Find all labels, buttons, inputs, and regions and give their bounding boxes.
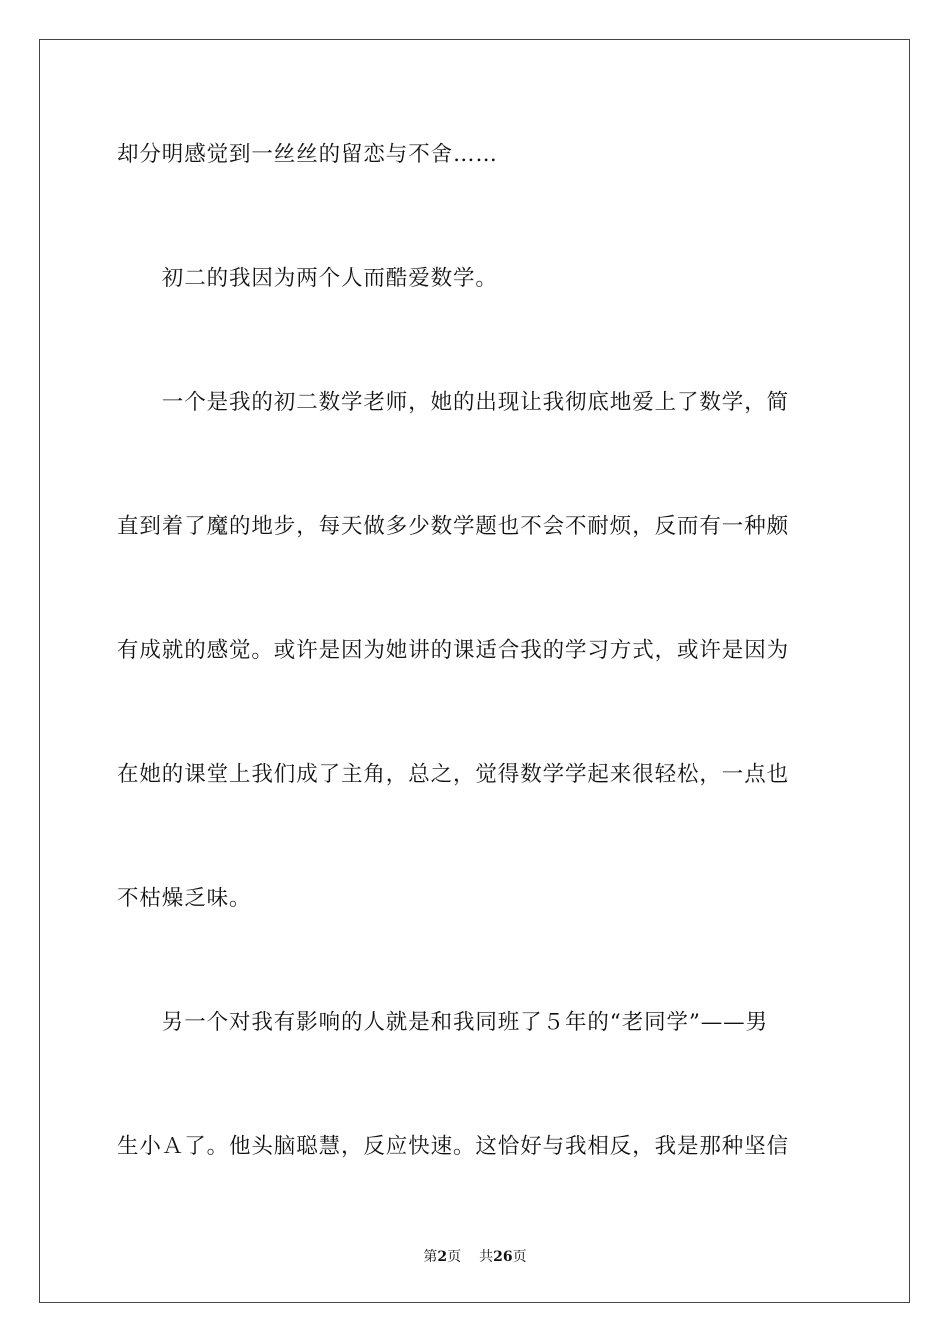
page-border — [39, 39, 910, 1303]
total-suffix: 页 — [512, 1249, 527, 1265]
text-line-8: 另一个对我有影响的人就是和我同班了５年的“老同学”——男 — [117, 1010, 768, 1035]
text-line-7: 不枯燥乏味。 — [117, 886, 252, 911]
text-line-6: 在她的课堂上我们成了主角，总之，觉得数学学起来很轻松，一点也 — [117, 762, 790, 787]
total-prefix: 共 — [479, 1249, 494, 1265]
page-footer — [0, 1248, 950, 1266]
page-prefix: 第 — [423, 1249, 438, 1265]
text-line-9: 生小Ａ了。他头脑聪慧，反应快速。这恰好与我相反，我是那种坚信 — [117, 1134, 790, 1159]
page-suffix: 页 — [447, 1249, 462, 1265]
total-pages: 26 — [493, 1249, 513, 1265]
text-line-3: 一个是我的初二数学老师，她的出现让我彻底地爱上了数学，简 — [117, 390, 790, 415]
text-line-1: 却分明感觉到一丝丝的留恋与不舍…… — [117, 142, 498, 167]
text-line-2: 初二的我因为两个人而酷爱数学。 — [117, 266, 498, 291]
text-line-4: 直到着了魔的地步，每天做多少数学题也不会不耐烦，反而有一种颇 — [117, 514, 790, 539]
text-line-5: 有成就的感觉。或许是因为她讲的课适合我的学习方式，或许是因为 — [117, 638, 790, 663]
page-number: 2 — [437, 1249, 448, 1265]
